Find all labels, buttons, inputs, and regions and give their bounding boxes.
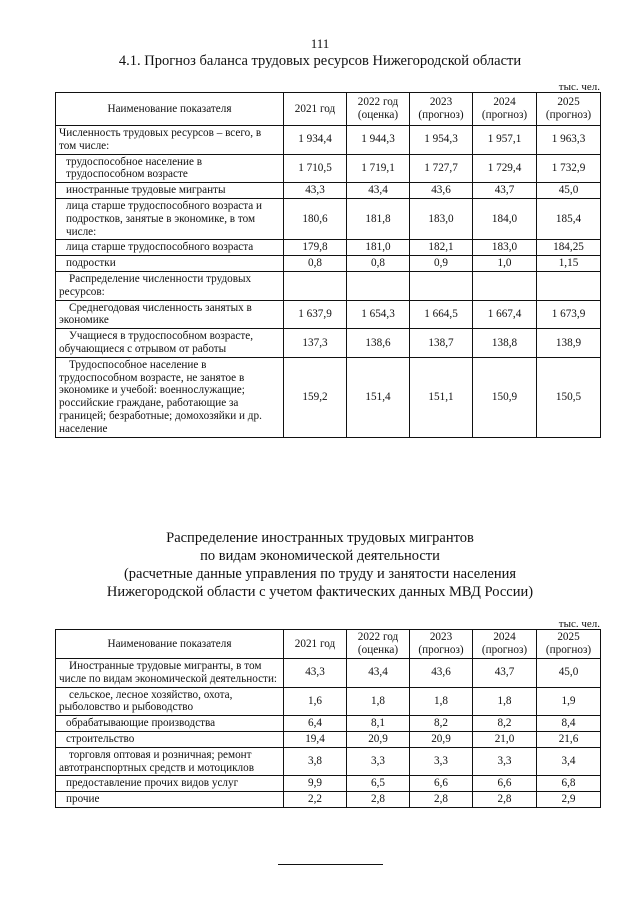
header-2022: 2022 год (оценка)	[347, 93, 410, 126]
value-2021: 159,2	[284, 357, 347, 437]
value-2023: 183,0	[410, 198, 473, 239]
table-row	[56, 716, 601, 732]
value-2021: 6,4	[284, 716, 347, 732]
table-row	[56, 256, 601, 272]
header-2021: 2021 год	[284, 630, 347, 659]
header-2023: 2023 (прогноз)	[410, 630, 473, 659]
value-2023: 6,6	[410, 776, 473, 792]
value-2025: 1,15	[537, 256, 601, 272]
value-2021: 3,8	[284, 747, 347, 776]
row-label: трудоспособное население в трудоспособном возрасте	[56, 154, 284, 183]
value-2023: 1 727,7	[410, 154, 473, 183]
row-label: иностранные трудовые мигранты	[56, 183, 284, 199]
row-label: Среднегодовая численность занятых в экономике	[56, 300, 284, 329]
value-2022	[347, 271, 410, 300]
value-2024: 43,7	[473, 659, 537, 688]
value-2024: 1 667,4	[473, 300, 537, 329]
value-2022: 20,9	[347, 731, 410, 747]
value-2021: 1,6	[284, 687, 347, 716]
table-row	[56, 357, 601, 437]
value-2021	[284, 271, 347, 300]
value-2024: 1,0	[473, 256, 537, 272]
table-row	[56, 329, 601, 358]
value-2024: 138,8	[473, 329, 537, 358]
table-row	[56, 240, 601, 256]
value-2025	[537, 271, 601, 300]
header-2021: 2021 год	[284, 93, 347, 126]
table-row	[56, 776, 601, 792]
value-2022: 151,4	[347, 357, 410, 437]
value-2025: 1,9	[537, 687, 601, 716]
table-row	[56, 198, 601, 239]
table-header-row	[56, 93, 601, 126]
value-2023: 0,9	[410, 256, 473, 272]
value-2024: 6,6	[473, 776, 537, 792]
value-2024: 3,3	[473, 747, 537, 776]
table-row	[56, 126, 601, 155]
value-2024: 183,0	[473, 240, 537, 256]
value-2021: 43,3	[284, 183, 347, 199]
row-label: Численность трудовых ресурсов – всего, в том числе:	[56, 126, 284, 155]
value-2023: 8,2	[410, 716, 473, 732]
value-2022: 1,8	[347, 687, 410, 716]
value-2023: 43,6	[410, 659, 473, 688]
value-2021: 180,6	[284, 198, 347, 239]
value-2022: 43,4	[347, 183, 410, 199]
value-2024: 184,0	[473, 198, 537, 239]
table2-title-line: по видам экономической деятельности	[200, 548, 440, 564]
table2-title	[0, 529, 640, 601]
value-2022: 2,8	[347, 792, 410, 808]
value-2023: 2,8	[410, 792, 473, 808]
value-2022: 138,6	[347, 329, 410, 358]
labor-balance-table	[55, 92, 601, 438]
value-2022: 6,5	[347, 776, 410, 792]
table2-title-line: Распределение иностранных трудовых мигрантов	[166, 530, 474, 546]
header-name: Наименование показателя	[56, 93, 284, 126]
value-2022: 3,3	[347, 747, 410, 776]
value-2023	[410, 271, 473, 300]
header-2024: 2024 (прогноз)	[473, 93, 537, 126]
value-2025: 1 732,9	[537, 154, 601, 183]
value-2023: 43,6	[410, 183, 473, 199]
row-label: Трудоспособное население в трудоспособном возрасте, не занятое в экономике и учебой: военнослужащие; российские граждане, работающие за границей; безработные; домохозяйки и др. население	[56, 357, 284, 437]
table-row	[56, 154, 601, 183]
value-2023: 151,1	[410, 357, 473, 437]
value-2021: 2,2	[284, 792, 347, 808]
value-2025: 138,9	[537, 329, 601, 358]
table2-title-line: Нижегородской области с учетом фактических данных МВД России)	[106, 584, 534, 600]
value-2022: 181,0	[347, 240, 410, 256]
page-number: 111	[310, 36, 330, 51]
row-label: лица старше трудоспособного возраста и подростков, занятые в экономике, в том числе:	[56, 198, 284, 239]
value-2024: 150,9	[473, 357, 537, 437]
value-2025: 150,5	[537, 357, 601, 437]
row-label: Учащиеся в трудоспособном возрасте, обучающиеся с отрывом от работы	[56, 329, 284, 358]
header-2022: 2022 год (оценка)	[347, 630, 410, 659]
value-2024: 43,7	[473, 183, 537, 199]
value-2022: 1 654,3	[347, 300, 410, 329]
header-2024: 2024 (прогноз)	[473, 630, 537, 659]
value-2025: 45,0	[537, 659, 601, 688]
value-2023: 1 954,3	[410, 126, 473, 155]
value-2021: 19,4	[284, 731, 347, 747]
value-2023: 1,8	[410, 687, 473, 716]
table-row	[56, 271, 601, 300]
row-label: сельское, лесное хозяйство, охота, рыболовство и рыбоводство	[56, 687, 284, 716]
value-2022: 1 944,3	[347, 126, 410, 155]
value-2021: 1 637,9	[284, 300, 347, 329]
row-label: строительство	[56, 731, 284, 747]
value-2022: 1 719,1	[347, 154, 410, 183]
table-header-row	[56, 630, 601, 659]
value-2025: 1 673,9	[537, 300, 601, 329]
value-2023: 20,9	[410, 731, 473, 747]
value-2021: 9,9	[284, 776, 347, 792]
row-label: торговля оптовая и розничная; ремонт автотранспортных средств и мотоциклов	[56, 747, 284, 776]
row-label: Иностранные трудовые мигранты, в том числе по видам экономической деятельности:	[56, 659, 284, 688]
value-2025: 21,6	[537, 731, 601, 747]
value-2025: 6,8	[537, 776, 601, 792]
table-row	[56, 792, 601, 808]
header-2025: 2025 (прогноз)	[537, 630, 601, 659]
table-row	[56, 659, 601, 688]
value-2025: 3,4	[537, 747, 601, 776]
row-label: предоставление прочих видов услуг	[56, 776, 284, 792]
footer-rule	[278, 864, 383, 865]
header-name: Наименование показателя	[56, 630, 284, 659]
value-2025: 8,4	[537, 716, 601, 732]
header-2023: 2023 (прогноз)	[410, 93, 473, 126]
row-label: Распределение численности трудовых ресурсов:	[56, 271, 284, 300]
value-2025: 2,9	[537, 792, 601, 808]
table1-title: 4.1. Прогноз баланса трудовых ресурсов Нижегородской области	[118, 53, 522, 69]
value-2024: 1 729,4	[473, 154, 537, 183]
value-2024	[473, 271, 537, 300]
header-2025: 2025 (прогноз)	[537, 93, 601, 126]
table-row	[56, 687, 601, 716]
row-label: лица старше трудоспособного возраста	[56, 240, 284, 256]
value-2024: 21,0	[473, 731, 537, 747]
value-2021: 179,8	[284, 240, 347, 256]
value-2021: 137,3	[284, 329, 347, 358]
table2-unit: тыс. чел.	[558, 618, 600, 630]
migrants-by-activity-table	[55, 629, 601, 808]
table-row	[56, 183, 601, 199]
value-2021: 43,3	[284, 659, 347, 688]
row-label: подростки	[56, 256, 284, 272]
value-2022: 43,4	[347, 659, 410, 688]
value-2024: 8,2	[473, 716, 537, 732]
value-2025: 185,4	[537, 198, 601, 239]
row-label: прочие	[56, 792, 284, 808]
value-2025: 184,25	[537, 240, 601, 256]
value-2022: 0,8	[347, 256, 410, 272]
value-2024: 2,8	[473, 792, 537, 808]
value-2025: 1 963,3	[537, 126, 601, 155]
value-2023: 182,1	[410, 240, 473, 256]
value-2023: 3,3	[410, 747, 473, 776]
value-2021: 0,8	[284, 256, 347, 272]
value-2024: 1,8	[473, 687, 537, 716]
value-2022: 181,8	[347, 198, 410, 239]
row-label: обрабатывающие производства	[56, 716, 284, 732]
table-row	[56, 300, 601, 329]
value-2023: 138,7	[410, 329, 473, 358]
table2-title-line: (расчетные данные управления по труду и занятости населения	[123, 566, 517, 582]
value-2023: 1 664,5	[410, 300, 473, 329]
table-row	[56, 747, 601, 776]
value-2024: 1 957,1	[473, 126, 537, 155]
table-row	[56, 731, 601, 747]
value-2022: 8,1	[347, 716, 410, 732]
table1-unit: тыс. чел.	[558, 81, 600, 93]
value-2021: 1 710,5	[284, 154, 347, 183]
value-2021: 1 934,4	[284, 126, 347, 155]
value-2025: 45,0	[537, 183, 601, 199]
